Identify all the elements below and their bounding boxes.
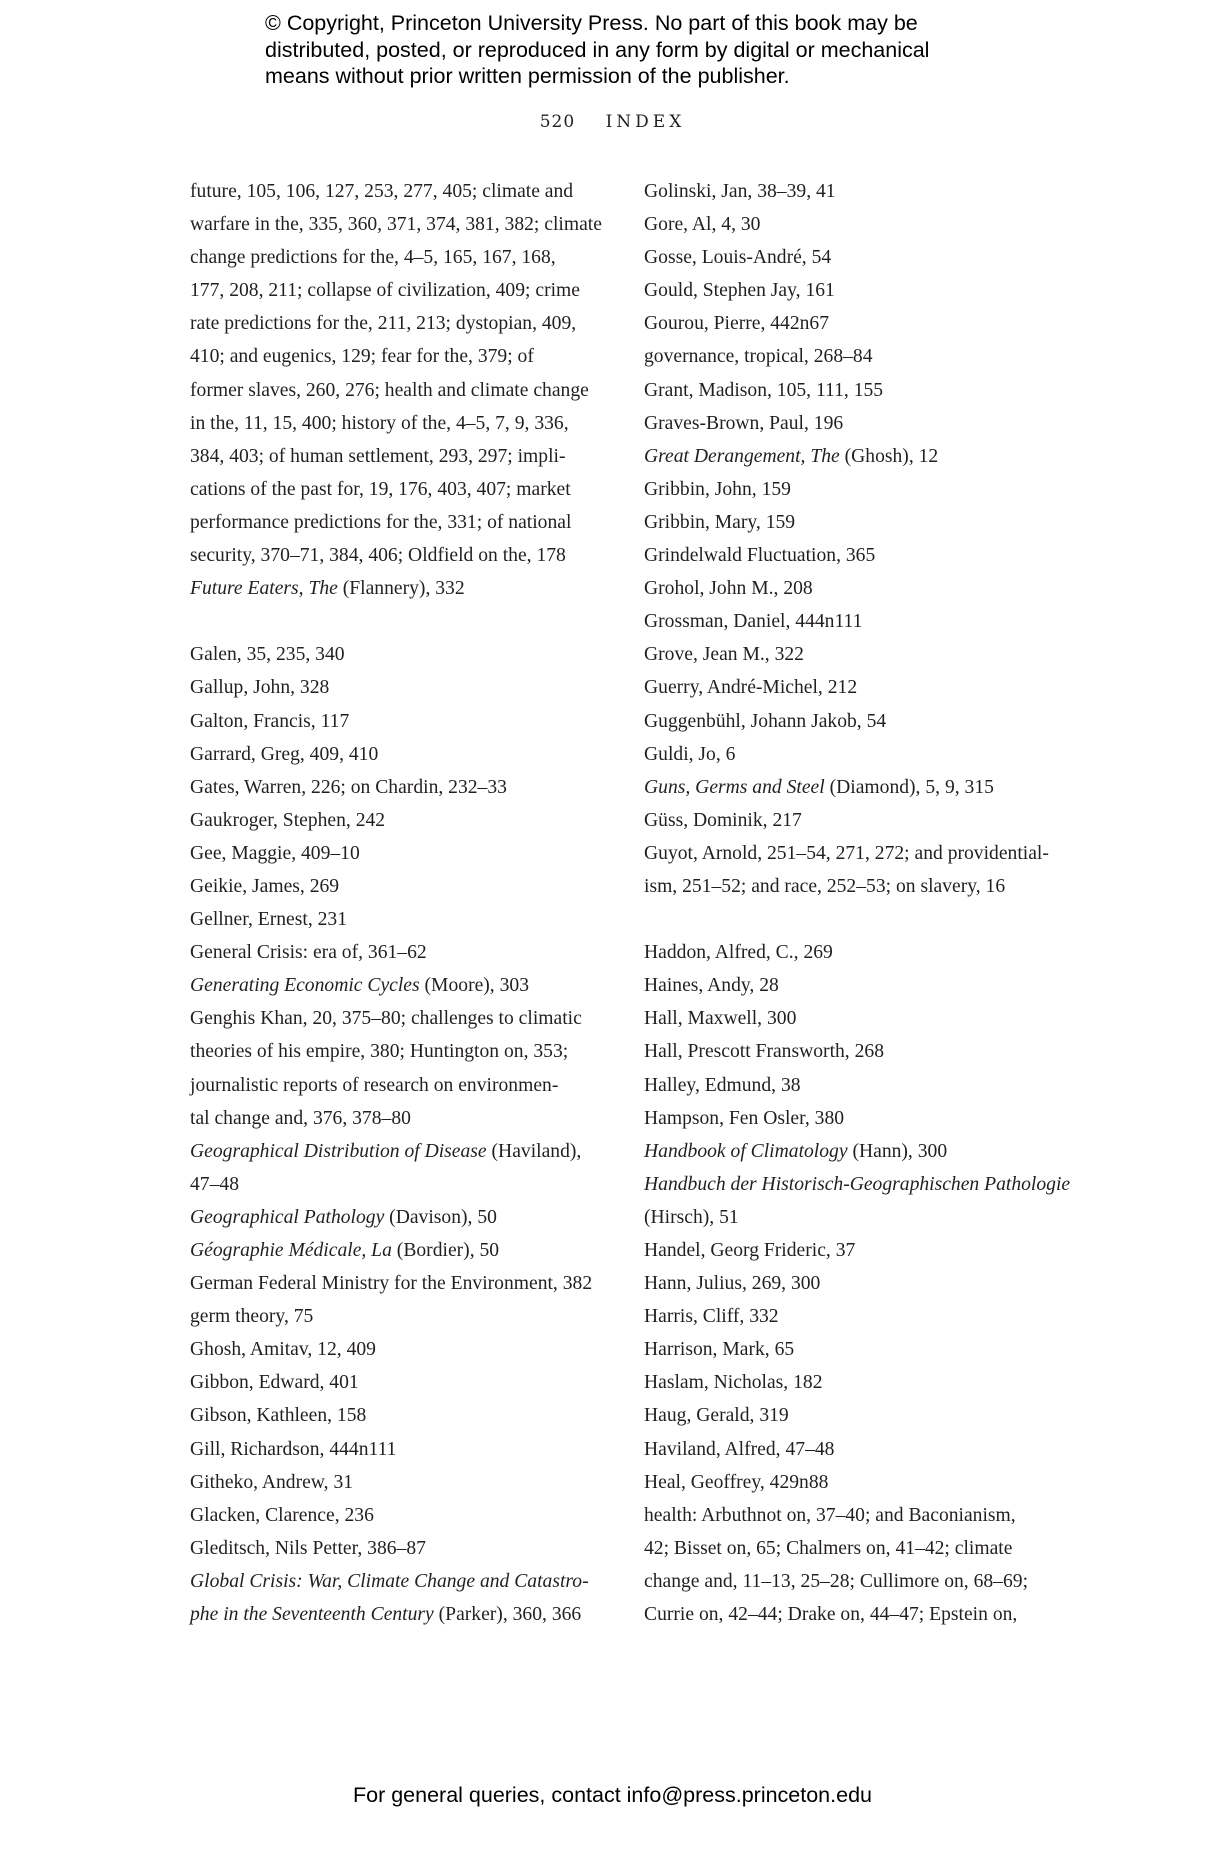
index-entry: [644, 638, 1074, 671]
index-entry-line: 47–48: [190, 1173, 239, 1195]
index-entry-line: Haines, Andy, 28: [644, 975, 779, 997]
index-entry-line: Guggenbühl, Johann Jakob, 54: [644, 710, 887, 732]
index-entry: [644, 1135, 1074, 1168]
index-entry-line: future, 105, 106, 127, 253, 277, 405; climate and: [190, 181, 574, 202]
index-entry: [644, 837, 1074, 903]
index-entry-line: Grove, Jean M., 322: [644, 644, 804, 666]
index-entry-title: phe in the Seventeenth Century: [190, 1604, 434, 1626]
index-entry: [644, 241, 1074, 274]
index-entry: [190, 1399, 610, 1432]
index-entry-line: 42; Bisset on, 65; Chalmers on, 41–42; climate: [644, 1537, 1013, 1559]
index-entry: [644, 804, 1074, 837]
index-entry: [190, 1366, 610, 1399]
index-entry-line: 410; and eugenics, 129; fear for the, 379; of: [190, 346, 534, 368]
index-entry-title: Generating Economic Cycles: [190, 975, 420, 997]
index-entry: [190, 738, 610, 771]
index-entry-line: Halley, Edmund, 38: [644, 1074, 801, 1096]
index-entry-line: 177, 208, 211; collapse of civilization, 409; crime: [190, 280, 580, 302]
copyright-line: distributed, posted, or reproduced in any form by digital or mechanical: [265, 37, 930, 62]
index-entry-line: Hall, Prescott Fransworth, 268: [644, 1041, 884, 1063]
index-entry: [644, 969, 1074, 1002]
index-entry: [644, 340, 1074, 373]
index-entry-line: Gaukroger, Stephen, 242: [190, 809, 386, 831]
index-entry: [644, 1234, 1074, 1267]
index-entry-line: cations of the past for, 19, 176, 403, 407; market: [190, 478, 571, 500]
index-entry-line: Harris, Cliff, 332: [644, 1306, 779, 1328]
index-entry-line: Ghosh, Amitav, 12, 409: [190, 1339, 376, 1361]
index-entry: [644, 1102, 1074, 1135]
index-entry: [644, 1433, 1074, 1466]
index-entry: [190, 771, 610, 804]
index-entry-line: rate predictions for the, 211, 213; dystopian, 409,: [190, 313, 577, 335]
index-entry-line: [644, 1135, 1074, 1168]
index-entry: [644, 539, 1074, 572]
index-entry: [644, 1168, 1074, 1234]
index-entry-locator: (Flannery), 332: [337, 578, 465, 600]
index-entry: [644, 1002, 1074, 1035]
index-entry-title: Guns, Germs and Steel: [644, 776, 825, 798]
index-entry-line: Gill, Richardson, 444n111: [190, 1438, 397, 1460]
index-entry-line: Haddon, Alfred, C., 269: [644, 942, 833, 964]
running-head: [0, 112, 1225, 132]
index-entry-locator: (Moore), 303: [419, 975, 529, 997]
index-entry: [190, 705, 610, 738]
index-entry-line: [190, 1565, 610, 1598]
index-entry-line: Gribbin, Mary, 159: [644, 511, 796, 533]
index-entry-line: Gourou, Pierre, 442n67: [644, 313, 830, 335]
index-entry-line: Gore, Al, 4, 30: [644, 214, 761, 236]
index-entry: [644, 936, 1074, 969]
page-number: 520: [539, 112, 576, 132]
index-entry: [644, 738, 1074, 771]
index-entry-title: Geographical Pathology: [190, 1206, 385, 1228]
copyright-notice: [265, 10, 1025, 90]
index-entry: [644, 705, 1074, 738]
index-entry: [644, 175, 1074, 208]
index-entry-line: change and, 11–13, 25–28; Cullimore on, 68–69;: [644, 1570, 1029, 1592]
index-entry: [190, 1201, 610, 1234]
index-entry-line: Gates, Warren, 226; on Chardin, 232–33: [190, 776, 507, 798]
index-entry: [644, 440, 1074, 473]
index-entry-line: Gosse, Louis-André, 54: [644, 247, 832, 269]
index-entry: [190, 1433, 610, 1466]
index-entry-line: Gribbin, John, 159: [644, 478, 791, 500]
index-entry: [190, 1565, 610, 1631]
index-entry: [644, 1035, 1074, 1068]
index-column-right: [644, 175, 1074, 1631]
index-entry: [644, 374, 1074, 407]
index-entry: [644, 307, 1074, 340]
index-entry-line: theories of his empire, 380; Huntington on, 353;: [190, 1041, 569, 1063]
index-entry-line: [190, 1598, 610, 1631]
index-entry-line: Gee, Maggie, 409–10: [190, 842, 360, 864]
index-entry: [190, 175, 610, 572]
index-entry-line: Grossman, Daniel, 444n111: [644, 611, 863, 633]
index-entry-line: 384, 403; of human settlement, 293, 297; impli-: [190, 445, 566, 467]
index-entry-line: German Federal Ministry for the Environment, 382: [190, 1273, 593, 1295]
index-entry-locator: (Davison), 50: [384, 1206, 497, 1228]
running-head-title: INDEX: [605, 112, 686, 132]
index-entry-line: in the, 11, 15, 400; history of the, 4–5, 7, 9, 336,: [190, 412, 569, 434]
index-entry: [644, 274, 1074, 307]
index-entry-title: Future Eaters, The: [190, 578, 338, 600]
index-entry-locator: (Hann), 300: [847, 1140, 948, 1162]
copyright-line: means without prior written permission of the publisher.: [265, 64, 790, 88]
index-entry-title: Handbook of Climatology: [644, 1140, 848, 1162]
index-entry-line: [644, 1168, 1074, 1201]
index-column-left: [190, 175, 610, 1631]
index-entry-line: Gellner, Ernest, 231: [190, 909, 348, 931]
index-entry: [644, 407, 1074, 440]
index-entry: [190, 1267, 610, 1300]
index-entry-line: Gibson, Kathleen, 158: [190, 1405, 367, 1427]
index-entry: [190, 1135, 610, 1201]
index-entry: [644, 208, 1074, 241]
index-entry-line: Grant, Madison, 105, 111, 155: [644, 379, 884, 401]
index-entry-line: Guldi, Jo, 6: [644, 743, 736, 765]
index-entry-line: Grindelwald Fluctuation, 365: [644, 545, 876, 567]
index-entry-line: Handel, Georg Frideric, 37: [644, 1240, 856, 1261]
index-entry-line: Guyot, Arnold, 251–54, 271, 272; and providential-: [644, 842, 1049, 864]
index-entry: [644, 1499, 1074, 1631]
index-entry-line: Githeko, Andrew, 31: [190, 1471, 354, 1493]
index-entry-line: Haviland, Alfred, 47–48: [644, 1438, 835, 1460]
copyright-line: © Copyright, Princeton University Press. No part of this book may be: [265, 11, 918, 35]
index-entry: [190, 638, 610, 671]
index-entry-line: [644, 771, 1074, 804]
index-entry-line: [190, 572, 610, 605]
index-entry-line: Harrison, Mark, 65: [644, 1339, 795, 1361]
index-entry: [190, 903, 610, 936]
index-entry-line: Geikie, James, 269: [190, 875, 340, 897]
index-entry: [190, 1002, 610, 1134]
index-entry: [190, 870, 610, 903]
index-entry-locator: (Haviland),: [486, 1140, 582, 1162]
index-entry-locator: (Diamond), 5, 9, 315: [824, 776, 994, 798]
index-entry: [644, 671, 1074, 704]
index-entry-line: [190, 1201, 610, 1234]
index-entry-line: [190, 1234, 610, 1267]
index-entry-title: Great Derangement, The: [644, 445, 840, 467]
index-entry-line: security, 370–71, 384, 406; Oldfield on the, 178: [190, 545, 566, 567]
index-entry-line: ism, 251–52; and race, 252–53; on slavery, 16: [644, 875, 1006, 897]
index-entry-locator: (Ghosh), 12: [839, 445, 939, 467]
index-entry: [644, 506, 1074, 539]
index-entry-title: Global Crisis: War, Climate Change and Catastro-: [190, 1570, 589, 1592]
letter-section-gap: [190, 605, 610, 638]
index-entry-line: Haslam, Nicholas, 182: [644, 1372, 823, 1394]
index-entry-line: Genghis Khan, 20, 375–80; challenges to climatic: [190, 1008, 582, 1030]
index-entry: [190, 969, 610, 1002]
index-entry-line: germ theory, 75: [190, 1306, 314, 1328]
index-entry-line: Glacken, Clarence, 236: [190, 1504, 374, 1526]
index-entry-line: Graves-Brown, Paul, 196: [644, 412, 844, 434]
index-entry: [644, 1399, 1074, 1432]
index-entry-line: Gibbon, Edward, 401: [190, 1372, 359, 1394]
letter-section-gap: [644, 903, 1074, 936]
index-entry-line: Hampson, Fen Osler, 380: [644, 1107, 845, 1129]
index-entry-line: Golinski, Jan, 38–39, 41: [644, 181, 836, 202]
index-entry: [190, 572, 610, 605]
index-entry-line: performance predictions for the, 331; of national: [190, 511, 572, 533]
index-entry-line: Güss, Dominik, 217: [644, 809, 802, 831]
index-entry-line: Gould, Stephen Jay, 161: [644, 280, 835, 302]
index-entry: [644, 1466, 1074, 1499]
index-entry: [190, 837, 610, 870]
index-entry: [190, 671, 610, 704]
index-entry: [644, 473, 1074, 506]
index-entry: [190, 1466, 610, 1499]
index-entry: [644, 771, 1074, 804]
index-entry: [190, 804, 610, 837]
index-entry-line: Gallup, John, 328: [190, 677, 330, 699]
index-entry: [644, 572, 1074, 605]
index-entry: [190, 936, 610, 969]
index-entry: [190, 1333, 610, 1366]
index-entry-line: Gleditsch, Nils Petter, 386–87: [190, 1537, 426, 1559]
index-entry: [644, 1333, 1074, 1366]
index-entry: [644, 1267, 1074, 1300]
index-entry: [644, 1366, 1074, 1399]
index-entry-line: Hann, Julius, 269, 300: [644, 1273, 821, 1295]
index-entry-line: Guerry, André-Michel, 212: [644, 677, 858, 699]
footer-contact: For general queries, contact info@press.princeton.edu: [352, 1783, 872, 1807]
index-entry-line: [190, 969, 610, 1002]
index-entry-line: health: Arbuthnot on, 37–40; and Baconianism,: [644, 1504, 1016, 1526]
index-entry-line: Hall, Maxwell, 300: [644, 1008, 797, 1030]
index-entry-line: Heal, Geoffrey, 429n88: [644, 1471, 829, 1493]
index-entry: [190, 1532, 610, 1565]
index-entry: [644, 1300, 1074, 1333]
index-entry-line: change predictions for the, 4–5, 165, 167, 168,: [190, 247, 556, 269]
index-entry-line: former slaves, 260, 276; health and climate change: [190, 379, 589, 401]
index-entry-locator: (Bordier), 50: [391, 1240, 500, 1261]
index-entry-line: (Hirsch), 51: [644, 1206, 739, 1228]
index-entry-line: Haug, Gerald, 319: [644, 1405, 789, 1427]
index-entry-line: governance, tropical, 268–84: [644, 346, 873, 368]
index-entry-line: Garrard, Greg, 409, 410: [190, 743, 379, 765]
index-entry-line: tal change and, 376, 378–80: [190, 1107, 411, 1129]
index-entry-line: warfare in the, 335, 360, 371, 374, 381, 382; climate: [190, 214, 602, 236]
index-entry-line: Currie on, 42–44; Drake on, 44–47; Epstein on,: [644, 1604, 1018, 1626]
index-entry: [190, 1300, 610, 1333]
index-entry-locator: (Parker), 360, 366: [433, 1604, 582, 1626]
index-entry: [644, 605, 1074, 638]
index-entry-title: Geographical Distribution of Disease: [190, 1140, 487, 1162]
index-entry-line: Galen, 35, 235, 340: [190, 644, 345, 666]
index-entry-line: journalistic reports of research on environmen-: [190, 1074, 559, 1096]
index-entry-line: [190, 1135, 610, 1168]
index-entry: [190, 1234, 610, 1267]
index-entry-line: Grohol, John M., 208: [644, 578, 813, 600]
index-entry: [644, 1069, 1074, 1102]
index-entry-title: Géographie Médicale, La: [190, 1240, 392, 1261]
index-entry-line: General Crisis: era of, 361–62: [190, 942, 427, 964]
index-entry-title: Handbuch der Historisch-Geographischen Pathologie: [644, 1173, 1071, 1195]
index-entry-line: [644, 440, 1074, 473]
index-entry: [190, 1499, 610, 1532]
index-entry-line: Galton, Francis, 117: [190, 710, 350, 732]
